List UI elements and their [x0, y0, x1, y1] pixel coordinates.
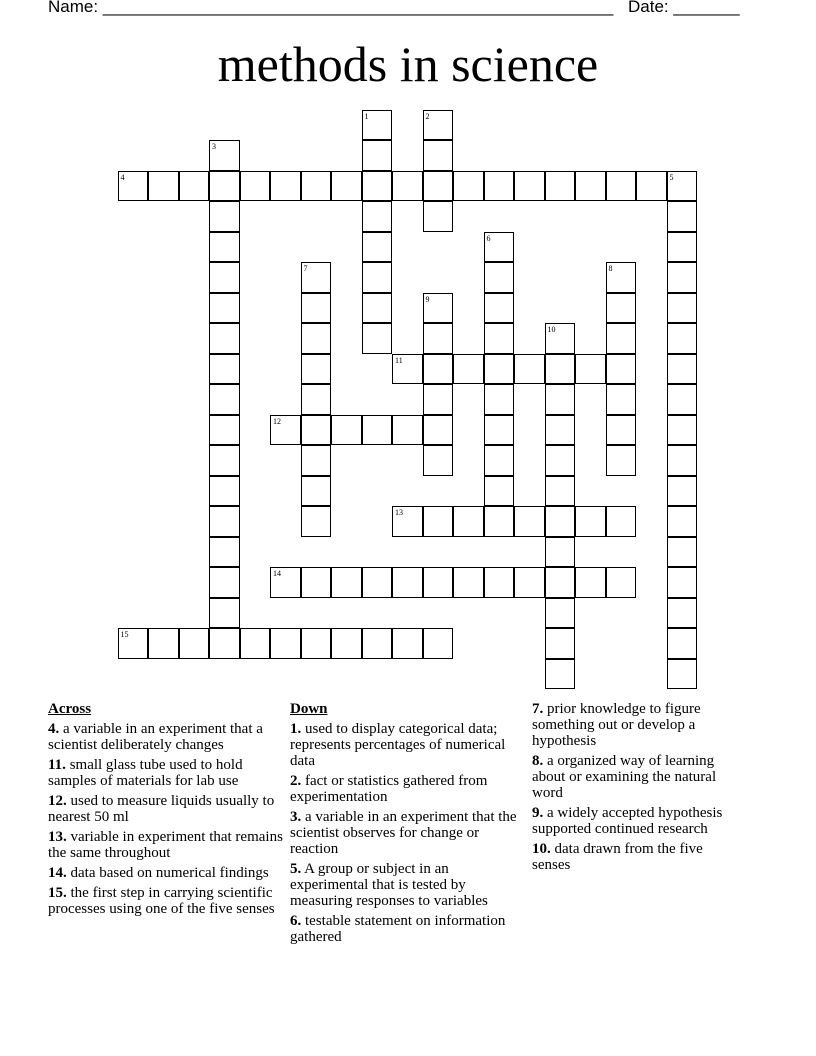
crossword-cell[interactable]	[148, 171, 179, 202]
clue-number: 3.	[290, 809, 302, 825]
crossword-cell[interactable]	[453, 567, 484, 598]
clue-text: used to measure liquids usually to nearest 50 ml	[48, 793, 275, 825]
crossword-cell[interactable]	[484, 476, 515, 507]
crossword-cell[interactable]	[667, 171, 698, 202]
cell-number: 15	[120, 630, 129, 639]
crossword-cell[interactable]	[514, 354, 545, 385]
crossword-cell[interactable]	[514, 567, 545, 598]
name-field[interactable]: Name: ______________________________________________________	[48, 0, 614, 16]
crossword-cell[interactable]	[423, 384, 454, 415]
clue-text: small glass tube used to hold samples of materials for lab use	[48, 757, 243, 789]
clue-number: 10.	[532, 841, 551, 857]
crossword-cell[interactable]	[209, 201, 240, 232]
crossword-cell[interactable]	[423, 415, 454, 446]
crossword-cell[interactable]	[484, 293, 515, 324]
crossword-cell[interactable]	[392, 415, 423, 446]
clue-number: 1.	[290, 721, 302, 737]
crossword-cell[interactable]	[148, 628, 179, 659]
crossword-cell[interactable]	[301, 354, 332, 385]
crossword-cell[interactable]	[667, 598, 698, 629]
clue-number: 8.	[532, 753, 544, 769]
crossword-cell[interactable]	[667, 445, 698, 476]
crossword-cell[interactable]	[362, 262, 393, 293]
crossword-cell[interactable]	[423, 567, 454, 598]
crossword-cell[interactable]	[209, 567, 240, 598]
clue-number: 15.	[48, 885, 67, 901]
crossword-cell[interactable]	[667, 232, 698, 263]
crossword-cell[interactable]	[209, 262, 240, 293]
across-clue	[48, 757, 283, 789]
crossword-cell[interactable]	[606, 445, 637, 476]
crossword-cell[interactable]	[331, 415, 362, 446]
crossword-cell[interactable]	[484, 506, 515, 537]
crossword-cell[interactable]	[667, 537, 698, 568]
crossword-cell[interactable]	[423, 445, 454, 476]
across-heading: Across	[48, 701, 92, 717]
crossword-cell[interactable]	[667, 201, 698, 232]
crossword-cell[interactable]	[362, 140, 393, 171]
cell-number: 9	[425, 294, 430, 304]
crossword-cell[interactable]	[362, 293, 393, 324]
crossword-cell[interactable]	[392, 171, 423, 202]
clue-text: testable statement on information gathered	[290, 913, 506, 945]
crossword-cell[interactable]	[362, 567, 393, 598]
crossword-cell[interactable]	[606, 262, 637, 293]
crossword-cell[interactable]	[362, 628, 393, 659]
down-clue	[532, 841, 742, 873]
crossword-cell[interactable]	[270, 171, 301, 202]
crossword-cell[interactable]	[667, 476, 698, 507]
crossword-cell[interactable]	[392, 628, 423, 659]
crossword-cell[interactable]	[118, 171, 149, 202]
cell-number: 2	[425, 111, 430, 121]
clue-text: a variable in an experiment that the scientist observes for change or reaction	[290, 809, 517, 857]
crossword-cell[interactable]	[240, 171, 271, 202]
cell-number: 14	[273, 569, 281, 578]
crossword-cell[interactable]	[331, 171, 362, 202]
down-clue	[290, 809, 522, 857]
clue-number: 6.	[290, 913, 302, 929]
crossword-cell[interactable]	[270, 628, 301, 659]
crossword-cell[interactable]	[362, 110, 393, 141]
crossword-cell[interactable]	[423, 201, 454, 232]
crossword-cell[interactable]	[606, 323, 637, 354]
crossword-cell[interactable]	[606, 384, 637, 415]
crossword-cell[interactable]	[514, 506, 545, 537]
crossword-cell[interactable]	[423, 628, 454, 659]
across-clue	[48, 793, 283, 825]
crossword-cell[interactable]	[423, 110, 454, 141]
clue-text: prior knowledge to figure something out or develop a hypothesis	[532, 701, 701, 749]
crossword-cell[interactable]	[240, 628, 271, 659]
crossword-cell[interactable]	[209, 293, 240, 324]
crossword-cell[interactable]	[636, 171, 667, 202]
across-clue	[48, 865, 283, 881]
crossword-cell[interactable]	[301, 628, 332, 659]
crossword-cell[interactable]	[484, 323, 515, 354]
crossword-cell[interactable]	[301, 506, 332, 537]
down-clue-list-continued	[532, 701, 742, 873]
crossword-cell[interactable]	[545, 171, 576, 202]
crossword-cell[interactable]	[209, 415, 240, 446]
crossword-cell[interactable]	[545, 628, 576, 659]
crossword-cell[interactable]	[423, 293, 454, 324]
crossword-cell[interactable]	[118, 628, 149, 659]
crossword-cell[interactable]	[179, 628, 210, 659]
crossword-cell[interactable]	[209, 384, 240, 415]
crossword-cell[interactable]	[667, 659, 698, 690]
clue-number: 11.	[48, 757, 66, 773]
crossword-cell[interactable]	[209, 323, 240, 354]
crossword-cell[interactable]	[484, 384, 515, 415]
cell-number: 6	[486, 233, 491, 243]
crossword-cell[interactable]	[545, 598, 576, 629]
crossword-cell[interactable]	[575, 171, 606, 202]
across-clues	[48, 701, 283, 921]
crossword-cell[interactable]	[301, 171, 332, 202]
cell-number: 10	[547, 325, 556, 334]
crossword-cell[interactable]	[331, 628, 362, 659]
crossword-cell[interactable]	[270, 415, 301, 446]
cell-number: 12	[273, 416, 281, 426]
crossword-cell[interactable]	[301, 384, 332, 415]
across-clue	[48, 829, 283, 861]
crossword-cell[interactable]	[362, 201, 393, 232]
crossword-cell[interactable]	[545, 537, 576, 568]
crossword-cell[interactable]	[545, 476, 576, 507]
crossword-cell[interactable]	[301, 567, 332, 598]
crossword-cell[interactable]	[392, 567, 423, 598]
crossword-cell[interactable]	[667, 415, 698, 446]
crossword-cell[interactable]	[606, 506, 637, 537]
crossword-cell[interactable]	[606, 354, 637, 385]
crossword-cell[interactable]	[545, 323, 576, 354]
crossword-cell[interactable]	[301, 415, 332, 446]
crossword-cell[interactable]	[484, 232, 515, 263]
crossword-cell[interactable]	[209, 171, 240, 202]
clue-text: a widely accepted hypothesis supported continued research	[532, 805, 723, 837]
crossword-cell[interactable]	[423, 506, 454, 537]
crossword-cell[interactable]	[453, 506, 484, 537]
across-clue	[48, 721, 283, 753]
crossword-cell[interactable]	[209, 598, 240, 629]
across-clue	[48, 885, 283, 917]
crossword-cell[interactable]	[392, 506, 423, 537]
crossword-cell[interactable]	[362, 415, 393, 446]
crossword-cell[interactable]	[209, 354, 240, 385]
clue-number: 12.	[48, 793, 67, 809]
crossword-cell[interactable]	[545, 506, 576, 537]
across-clue-list	[48, 721, 283, 917]
crossword-cell[interactable]	[423, 354, 454, 385]
clue-number: 5.	[290, 861, 302, 877]
crossword-cell[interactable]	[575, 354, 606, 385]
cell-number: 1	[364, 111, 369, 121]
crossword-cell[interactable]	[301, 323, 332, 354]
crossword-cell[interactable]	[667, 567, 698, 598]
crossword-cell[interactable]	[453, 354, 484, 385]
clue-number: 2.	[290, 773, 302, 789]
crossword-cell[interactable]	[667, 262, 698, 293]
crossword-cell[interactable]	[667, 506, 698, 537]
crossword-cell[interactable]	[484, 354, 515, 385]
clue-number: 14.	[48, 865, 67, 881]
down-clue	[290, 913, 522, 945]
crossword-cell[interactable]	[484, 171, 515, 202]
down-clue	[532, 701, 742, 749]
cell-number: 13	[395, 508, 403, 517]
clue-number: 7.	[532, 701, 544, 717]
crossword-cell[interactable]	[514, 171, 545, 202]
down-clues	[290, 701, 522, 949]
cell-number: 4	[120, 172, 125, 182]
crossword-cell[interactable]	[209, 506, 240, 537]
crossword-cell[interactable]	[545, 659, 576, 690]
clue-text: fact or statistics gathered from experimentation	[290, 773, 488, 805]
down-heading: Down	[290, 701, 328, 717]
crossword-cell[interactable]	[331, 567, 362, 598]
crossword-cell[interactable]	[453, 171, 484, 202]
crossword-cell[interactable]	[545, 567, 576, 598]
down-clue	[532, 753, 742, 801]
crossword-cell[interactable]	[667, 628, 698, 659]
down-clue	[290, 861, 522, 909]
crossword-cell[interactable]	[362, 323, 393, 354]
crossword-cell[interactable]	[606, 567, 637, 598]
crossword-cell[interactable]	[209, 537, 240, 568]
crossword-cell[interactable]	[301, 262, 332, 293]
crossword-cell[interactable]	[209, 628, 240, 659]
crossword-cell[interactable]	[392, 354, 423, 385]
down-clue	[290, 721, 522, 769]
clue-number: 9.	[532, 805, 544, 821]
crossword-cell[interactable]	[209, 232, 240, 263]
clue-text: a variable in an experiment that a scientist deliberately changes	[48, 721, 263, 753]
crossword-cell[interactable]	[423, 140, 454, 171]
clue-text: variable in experiment that remains the same throughout	[48, 829, 283, 861]
crossword-cell[interactable]	[179, 171, 210, 202]
clue-text: a organized way of learning about or examining the natural word	[532, 753, 717, 801]
crossword-cell[interactable]	[423, 323, 454, 354]
down-clue-list	[290, 721, 522, 945]
crossword-cell[interactable]	[667, 293, 698, 324]
cell-number: 3	[212, 142, 216, 151]
crossword-cell[interactable]	[484, 445, 515, 476]
down-clue	[532, 805, 742, 837]
crossword-cell[interactable]	[484, 262, 515, 293]
cell-number: 5	[669, 172, 674, 182]
down-clue	[290, 773, 522, 805]
crossword-cell[interactable]	[545, 384, 576, 415]
crossword-cell[interactable]	[606, 171, 637, 202]
crossword-cell[interactable]	[362, 171, 393, 202]
cell-number: 11	[395, 355, 403, 365]
cell-number: 7	[303, 264, 308, 273]
down-clues-continued	[532, 701, 742, 877]
crossword-cell[interactable]	[667, 354, 698, 385]
crossword-cell[interactable]	[606, 293, 637, 324]
crossword-cell[interactable]	[575, 567, 606, 598]
crossword-cell[interactable]	[667, 384, 698, 415]
clue-number: 4.	[48, 721, 60, 737]
clue-text: data drawn from the five senses	[532, 841, 703, 873]
clue-number: 13.	[48, 829, 67, 845]
crossword-cell[interactable]	[575, 506, 606, 537]
crossword-cell[interactable]	[301, 293, 332, 324]
clue-text: the first step in carrying scientific processes using one of the five senses	[48, 885, 275, 917]
crossword-cell[interactable]	[209, 476, 240, 507]
crossword-cell[interactable]	[423, 171, 454, 202]
crossword-cell[interactable]	[545, 415, 576, 446]
crossword-cell[interactable]	[606, 415, 637, 446]
crossword-cell[interactable]	[209, 140, 240, 171]
clue-text: A group or subject in an experimental that is tested by measuring responses to variables	[290, 861, 488, 909]
crossword-cell[interactable]	[301, 445, 332, 476]
clue-text: used to display categorical data; represents percentages of numerical data	[290, 721, 506, 769]
crossword-cell[interactable]	[484, 567, 515, 598]
crossword-cell[interactable]	[270, 567, 301, 598]
crossword-cell[interactable]	[301, 476, 332, 507]
crossword-cell[interactable]	[667, 323, 698, 354]
crossword-cell[interactable]	[362, 232, 393, 263]
crossword-cell[interactable]	[545, 445, 576, 476]
clue-text: data based on numerical findings	[66, 865, 269, 881]
date-field[interactable]: Date: _______	[628, 0, 740, 16]
crossword-cell[interactable]	[545, 354, 576, 385]
crossword-cell[interactable]	[484, 415, 515, 446]
crossword-cell[interactable]	[209, 445, 240, 476]
page-title: methods in science	[217, 36, 599, 92]
cell-number: 8	[608, 264, 613, 273]
